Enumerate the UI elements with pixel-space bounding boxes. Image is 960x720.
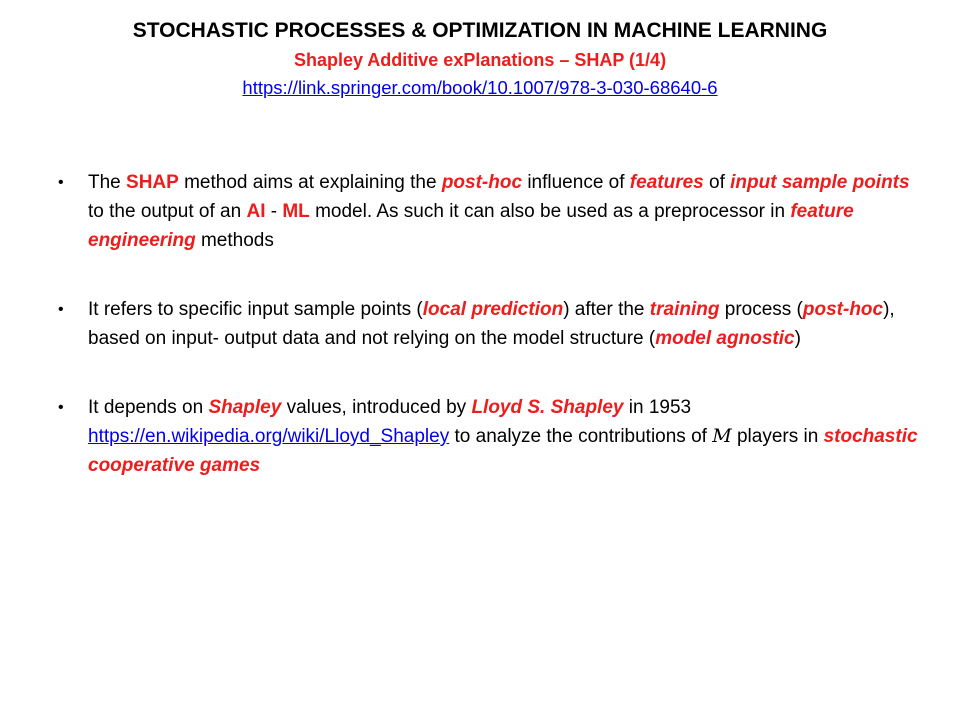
text-run: values, introduced by (281, 397, 472, 418)
text-run: influence of (522, 172, 630, 193)
bullet-list (58, 168, 918, 520)
text-run: in 1953 (623, 397, 692, 418)
slide-title: STOCHASTIC PROCESSES & OPTIMIZATION IN MACHINE LEARNING (132, 19, 828, 42)
highlight-term: SHAP (126, 172, 179, 193)
bullet-item (58, 295, 918, 353)
text-run: ), based on input- output data and not relying on the model structure ( (88, 299, 895, 349)
bullet-marker: • (58, 174, 64, 191)
springer-book-link[interactable]: https://link.springer.com/book/10.1007/978-3-030-68640-6 (242, 77, 718, 98)
text-run: methods (195, 230, 274, 251)
highlight-term: stochastic cooperative games (88, 426, 918, 476)
bullet-item (58, 168, 918, 255)
bullet-text (88, 397, 918, 476)
highlight-term: post-hoc (802, 299, 884, 320)
highlight-term: training (649, 299, 720, 320)
text-run: The (88, 172, 127, 193)
slide-header (0, 16, 960, 102)
highlight-term: features (629, 172, 704, 193)
highlight-term: AI (246, 201, 266, 222)
text-run: It refers to specific input sample points ( (88, 299, 423, 320)
text-run: process ( (719, 299, 803, 320)
wikipedia-link[interactable]: https://en.wikipedia.org/wiki/Lloyd_Shapley (88, 426, 450, 447)
text-run: players in (731, 426, 824, 447)
highlight-term: model agnostic (655, 328, 795, 349)
highlight-term: input sample points (730, 172, 910, 193)
highlight-term: local prediction (422, 299, 564, 320)
highlight-term: Lloyd S. Shapley (471, 397, 624, 418)
text-run: It depends on (88, 397, 209, 418)
text-run: to analyze the contributions of (449, 426, 713, 447)
bullet-marker: • (58, 399, 64, 416)
math-symbol: M (712, 425, 732, 447)
text-run: - (265, 201, 283, 222)
highlight-term: ML (282, 201, 310, 222)
bullet-item (58, 393, 918, 480)
highlight-term: Shapley (208, 397, 282, 418)
bullet-text (88, 299, 895, 349)
bullet-text (88, 172, 910, 251)
text-run: of (703, 172, 731, 193)
text-run: to the output of an (88, 201, 247, 222)
slide-subtitle: Shapley Additive exPlanations – SHAP (1/4) (293, 50, 667, 70)
text-run: ) (794, 328, 801, 349)
text-run: method aims at explaining the (178, 172, 442, 193)
highlight-term: post-hoc (441, 172, 523, 193)
highlight-term: feature engineering (88, 201, 854, 251)
text-run: model. As such it can also be used as a preprocessor in (309, 201, 791, 222)
bullet-marker: • (58, 301, 64, 318)
text-run: ) after the (563, 299, 650, 320)
